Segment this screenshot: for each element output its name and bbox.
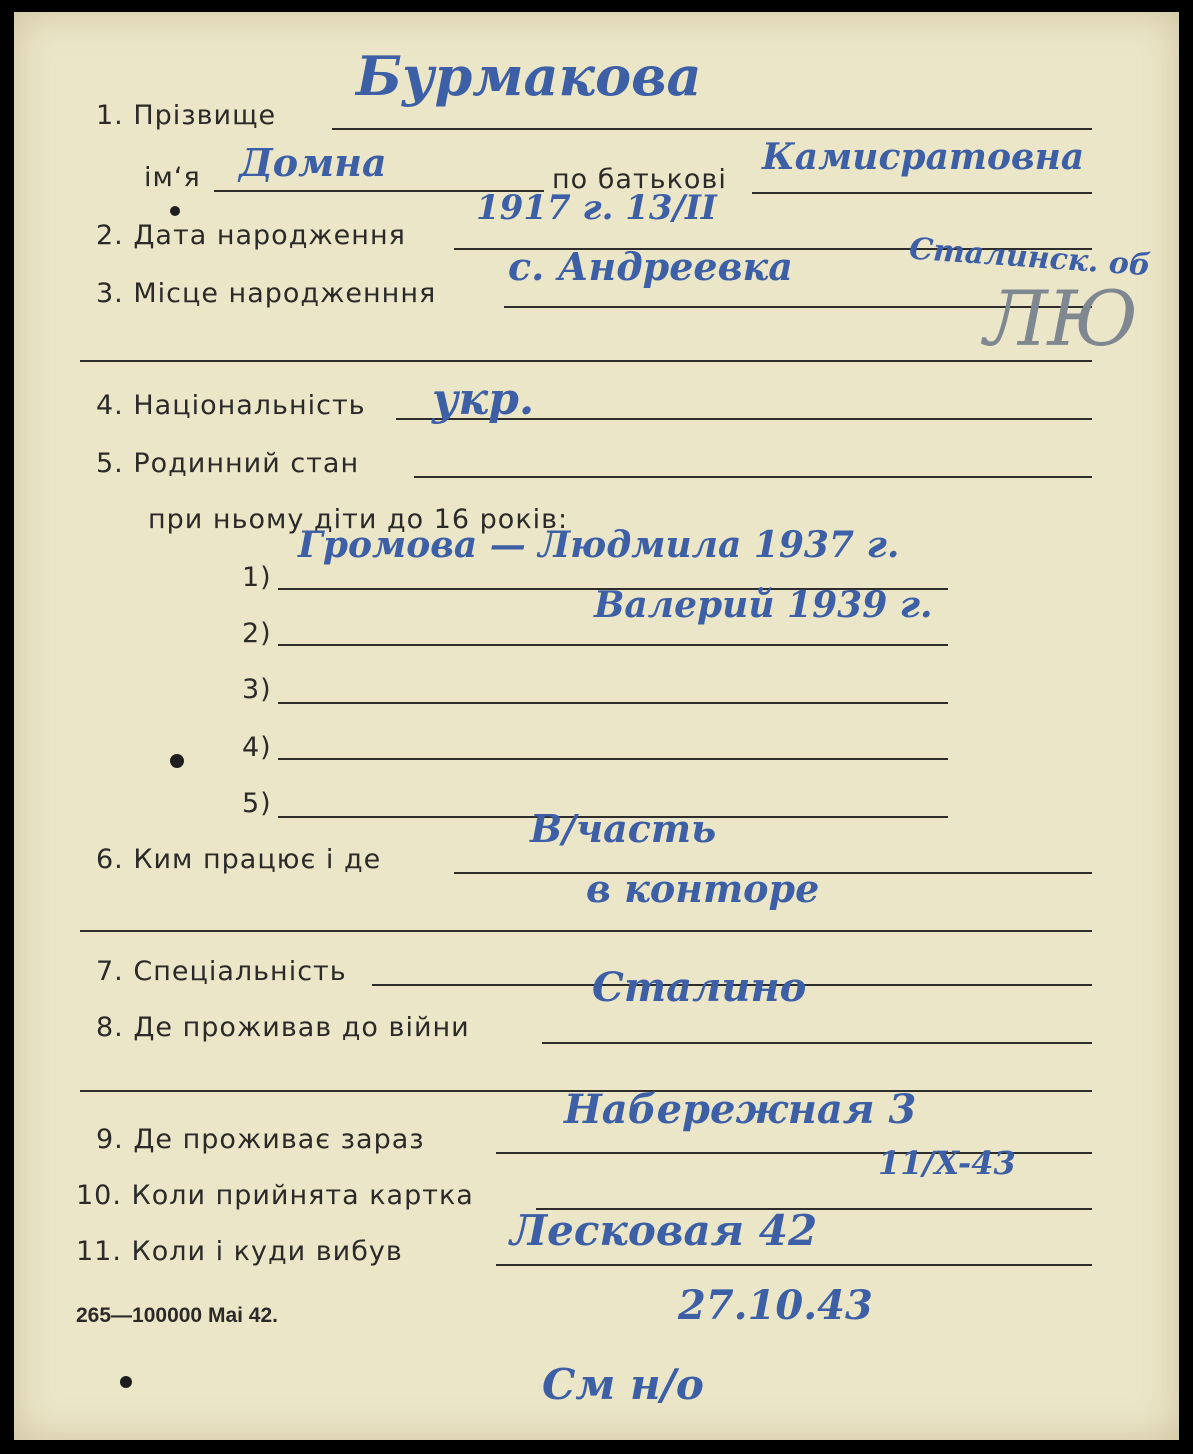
child-2-value: Валерий 1939 г. (594, 584, 933, 626)
field-surname-label: 1. Прізвище (96, 100, 277, 131)
birth-place-line-2 (80, 360, 1092, 362)
prewar-residence-value: Сталино (592, 964, 807, 1011)
punch-hole (120, 1376, 132, 1388)
child-4-label: 4) (242, 732, 272, 763)
field-work-label: 6. Ким працює і де (96, 844, 382, 875)
reference-note: См н/о (542, 1360, 704, 1409)
child-1-label: 1) (242, 562, 272, 593)
work-value-2: в конторе (586, 866, 820, 911)
child-1-value: Громова — Людмила 1937 г. (298, 524, 900, 566)
nationality-value: укр. (432, 374, 535, 425)
departed-line (496, 1264, 1092, 1266)
prewar-residence-line (542, 1042, 1092, 1044)
work-value-1: В/часть (530, 806, 717, 851)
child-5-label: 5) (242, 788, 272, 819)
field-specialty-label: 7. Спеціальність (96, 956, 347, 987)
departed-date-value: 27.10.43 (678, 1282, 873, 1329)
birth-place-value: с. Андреевка (508, 244, 793, 289)
field-family-status-label: 5. Родинний стан (96, 448, 360, 479)
child-3-label: 3) (242, 674, 272, 705)
field-birth-date-label: 2. Дата народження (96, 220, 406, 251)
registration-card (14, 12, 1179, 1440)
patronymic-line (752, 192, 1092, 194)
field-prewar-residence-label: 8. Де проживав до війни (96, 1012, 470, 1043)
family-status-line (414, 476, 1092, 478)
punch-hole (170, 206, 180, 216)
field-departed-label: 11. Коли і куди вибув (76, 1236, 403, 1267)
card-accepted-value: 11/X-43 (878, 1144, 1016, 1182)
name-value: Домна (239, 140, 387, 185)
pencil-mark: ЛЮ (984, 274, 1139, 363)
field-birth-place-label: 3. Місце народженння (96, 278, 437, 309)
patronymic-value: Камисратовна (762, 136, 1085, 178)
birth-date-value: 1917 г. 13/II (476, 188, 717, 228)
work-line-2 (80, 930, 1092, 932)
field-patronymic-label: по батькові (552, 164, 727, 195)
child-2-line (278, 644, 948, 646)
children-label: при ньому діти до 16 років: (148, 504, 569, 535)
punch-hole (170, 754, 184, 768)
surname-value: Бурмакова (356, 44, 702, 108)
field-card-accepted-label: 10. Коли прийнята картка (76, 1180, 474, 1211)
departed-place-value: Лесковая 42 (510, 1206, 818, 1255)
child-3-line (278, 702, 948, 704)
surname-line (332, 128, 1092, 130)
current-residence-value: Набережная 3 (564, 1086, 917, 1133)
child-4-line (278, 758, 948, 760)
field-name-label: ім‘я (144, 162, 201, 193)
birth-region-value: Сталинск. об (908, 231, 1152, 284)
field-current-residence-label: 9. Де проживає зараз (96, 1124, 425, 1155)
field-nationality-label: 4. Національність (96, 390, 366, 421)
child-2-label: 2) (242, 618, 272, 649)
print-code: 265—100000 Mai 42. (76, 1304, 278, 1327)
